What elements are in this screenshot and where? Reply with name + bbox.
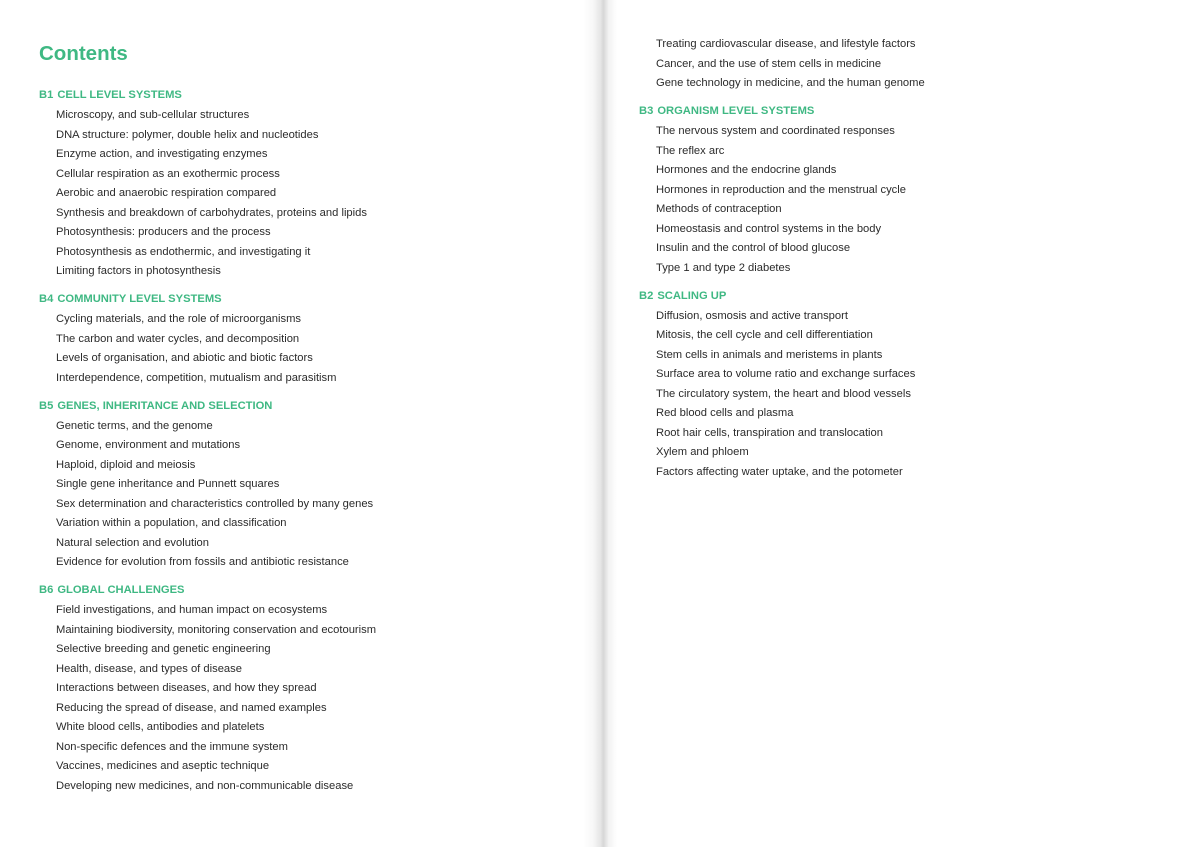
page-title: Contents	[39, 42, 128, 65]
section-b4	[39, 292, 559, 386]
topic-item: Diffusion, osmosis and active transport	[656, 309, 848, 322]
topic-item: Reducing the spread of disease, and named examples	[56, 701, 327, 714]
section-title: CELL LEVEL SYSTEMS	[57, 89, 182, 101]
topic-item: Stem cells in animals and meristems in plants	[656, 348, 883, 361]
topic-item: Genome, environment and mutations	[56, 439, 241, 451]
topic-item: Type 1 and type 2 diabetes	[656, 261, 791, 274]
topic-item: Cycling materials, and the role of microorganisms	[56, 313, 301, 325]
topic-item: Surface area to volume ratio and exchange surfaces	[656, 368, 916, 380]
section-title: COMMUNITY LEVEL SYSTEMS	[57, 293, 222, 305]
topic-item: Xylem and phloem	[656, 446, 749, 458]
topic-item: Vaccines, medicines and aseptic technique	[56, 760, 270, 772]
section-b2	[639, 289, 1159, 480]
topic-item: Sex determination and characteristics controlled by many genes	[56, 497, 374, 510]
topic-item: Insulin and the control of blood glucose	[656, 242, 851, 254]
section-title: ORGANISM LEVEL SYSTEMS	[657, 105, 815, 117]
topic-item: Developing new medicines, and non-communicable disease	[56, 779, 354, 792]
topic-item: Factors affecting water uptake, and the potometer	[656, 465, 903, 478]
topic-item: Field investigations, and human impact on ecosystems	[56, 604, 328, 616]
section-b5	[39, 399, 559, 571]
topic-item: Variation within a population, and classification	[56, 517, 287, 529]
topic-item: Interactions between diseases, and how they spread	[56, 682, 317, 694]
topic-item: Selective breeding and genetic engineering	[56, 643, 271, 655]
topic-item: Synthesis and breakdown of carbohydrates, proteins and lipids	[56, 206, 367, 219]
section-heading	[39, 292, 559, 307]
section-b6-continued	[639, 37, 1159, 91]
topic-item: Levels of organisation, and abiotic and biotic factors	[56, 352, 313, 364]
section-code: B4	[39, 293, 54, 305]
section-b1	[39, 88, 559, 279]
topic-item: The nervous system and coordinated responses	[656, 125, 895, 137]
topic-item: Root hair cells, transpiration and translocation	[656, 426, 883, 439]
topic-item: Photosynthesis: producers and the process	[56, 226, 271, 238]
topic-item: Aerobic and anaerobic respiration compared	[56, 187, 277, 199]
topic-item: Evidence for evolution from fossils and antibiotic resistance	[56, 556, 349, 568]
topic-item: DNA structure: polymer, double helix and nucleotides	[56, 128, 319, 141]
topic-item: White blood cells, antibodies and platelets	[56, 721, 265, 733]
section-title: GLOBAL CHALLENGES	[57, 584, 185, 596]
topic-item: Cellular respiration as an exothermic process	[56, 167, 280, 180]
topic-item: Maintaining biodiversity, monitoring conservation and ecotourism	[56, 623, 377, 636]
topic-item: Gene technology in medicine, and the human genome	[656, 77, 925, 89]
topic-item: Methods of contraception	[656, 203, 782, 215]
section-code: B5	[39, 399, 54, 412]
topic-item: Microscopy, and sub-cellular structures	[56, 109, 250, 121]
section-code: B3	[639, 105, 654, 117]
topic-item: Enzyme action, and investigating enzymes	[56, 148, 268, 160]
section-title: SCALING UP	[657, 289, 727, 302]
section-heading	[639, 289, 1159, 304]
section-heading	[39, 399, 559, 414]
topic-item: Haploid, diploid and meiosis	[56, 458, 196, 471]
topic-item: Genetic terms, and the genome	[56, 419, 213, 432]
topic-item: Natural selection and evolution	[56, 536, 209, 549]
topic-item: Homeostasis and control systems in the body	[656, 222, 882, 235]
topic-item: Interdependence, competition, mutualism and parasitism	[56, 371, 337, 384]
topic-item: The carbon and water cycles, and decomposition	[56, 332, 300, 345]
topic-item: Single gene inheritance and Punnett squares	[56, 478, 280, 490]
topic-item: Limiting factors in photosynthesis	[56, 265, 221, 277]
topic-item: Cancer, and the use of stem cells in medicine	[656, 57, 882, 70]
topic-item: Photosynthesis as endothermic, and investigating it	[56, 245, 311, 258]
right-page	[639, 37, 1159, 484]
topic-item: Hormones in reproduction and the menstrual cycle	[656, 183, 906, 196]
section-title: GENES, INHERITANCE AND SELECTION	[57, 399, 273, 412]
topic-item: Red blood cells and plasma	[656, 407, 794, 419]
left-page	[39, 40, 559, 798]
section-heading	[39, 88, 559, 103]
section-code: B6	[39, 584, 54, 596]
section-heading	[639, 104, 1159, 119]
topic-item: Hormones and the endocrine glands	[656, 164, 837, 176]
topic-item: The circulatory system, the heart and blood vessels	[656, 387, 911, 400]
topic-item: Non-specific defences and the immune system	[56, 740, 288, 753]
topic-item: Health, disease, and types of disease	[56, 662, 242, 675]
section-code: B2	[639, 289, 654, 302]
section-code: B1	[39, 89, 54, 101]
topic-item: Mitosis, the cell cycle and cell differentiation	[656, 329, 873, 341]
section-heading	[39, 583, 559, 598]
section-b3	[639, 104, 1159, 276]
topic-item: Treating cardiovascular disease, and lifestyle factors	[656, 38, 916, 50]
topic-item: The reflex arc	[656, 144, 725, 157]
book-gutter-shadow	[583, 0, 617, 847]
section-b6	[39, 583, 559, 794]
